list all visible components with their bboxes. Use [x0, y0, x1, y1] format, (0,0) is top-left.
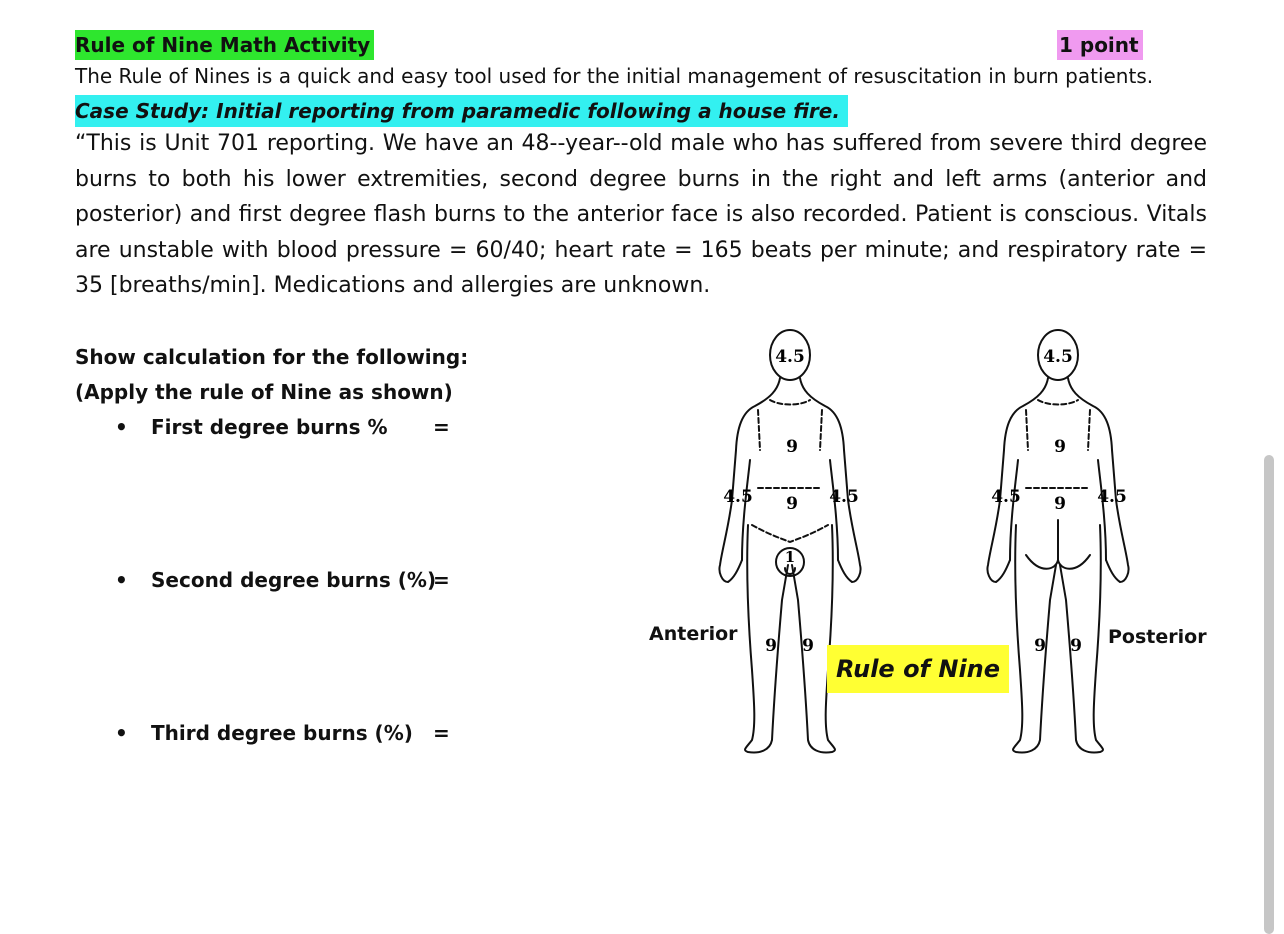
anterior-abdomen-value: 9 — [786, 494, 798, 514]
anterior-right-leg-value: 9 — [802, 636, 814, 656]
calculation-subheading: (Apply the rule of Nine as shown) — [75, 380, 453, 404]
rule-of-nine-caption: Rule of Nine — [827, 645, 1009, 693]
anterior-right-arm-value: 4.5 — [829, 487, 859, 507]
posterior-lower-back-value: 9 — [1054, 494, 1066, 514]
posterior-left-leg-value: 9 — [1034, 636, 1046, 656]
activity-title: Rule of Nine Math Activity — [75, 30, 374, 60]
case-study-title: Case Study: Initial reporting from paramedic following a house fire. — [75, 95, 848, 127]
question-label: Third degree burns (%) — [151, 721, 413, 745]
vertical-scrollbar[interactable] — [1264, 455, 1274, 934]
question-label: First degree burns % — [151, 415, 388, 439]
posterior-upper-back-value: 9 — [1054, 437, 1066, 457]
anterior-head-value: 4.5 — [775, 347, 805, 367]
posterior-head-value: 4.5 — [1043, 347, 1073, 367]
anterior-label: Anterior — [649, 623, 738, 645]
rule-of-nine-diagram — [630, 320, 1220, 760]
posterior-label: Posterior — [1108, 626, 1207, 648]
posterior-right-leg-value: 9 — [1070, 636, 1082, 656]
anterior-left-leg-value: 9 — [765, 636, 777, 656]
bullet: • — [115, 415, 128, 439]
posterior-left-arm-value: 4.5 — [991, 487, 1021, 507]
equals-sign: = — [433, 415, 450, 439]
intro-text: The Rule of Nines is a quick and easy tool used for the initial management of resuscitation in burn patients. — [75, 64, 1154, 88]
calculation-instructions — [75, 340, 468, 410]
anterior-chest-value: 9 — [786, 437, 798, 457]
equals-sign: = — [433, 568, 450, 592]
posterior-right-arm-value: 4.5 — [1097, 487, 1127, 507]
anterior-genitals-value: 1 — [784, 548, 796, 566]
body-outlines — [630, 320, 1220, 760]
bullet: • — [115, 721, 128, 745]
equals-sign: = — [433, 721, 450, 745]
paramedic-report: “This is Unit 701 reporting. We have an 48--year--old male who has suffered from severe third degree burns to both his lower extremities, second degree burns in the right and left arms (anterior and posterior) and first degree flash burns to the anterior face is also recorded. Patient is conscious. Vitals are unstable with blood pressure = 60/40; heart rate = 165 beats per minute; and respiratory rate = 35 [breaths/min]. Medications and allergies are unknown. — [75, 131, 1207, 298]
anterior-left-arm-value: 4.5 — [723, 487, 753, 507]
bullet: • — [115, 568, 128, 592]
points-badge: 1 point — [1057, 30, 1143, 60]
question-label: Second degree burns (%) — [151, 568, 437, 592]
calculation-heading: Show calculation for the following: — [75, 345, 469, 369]
